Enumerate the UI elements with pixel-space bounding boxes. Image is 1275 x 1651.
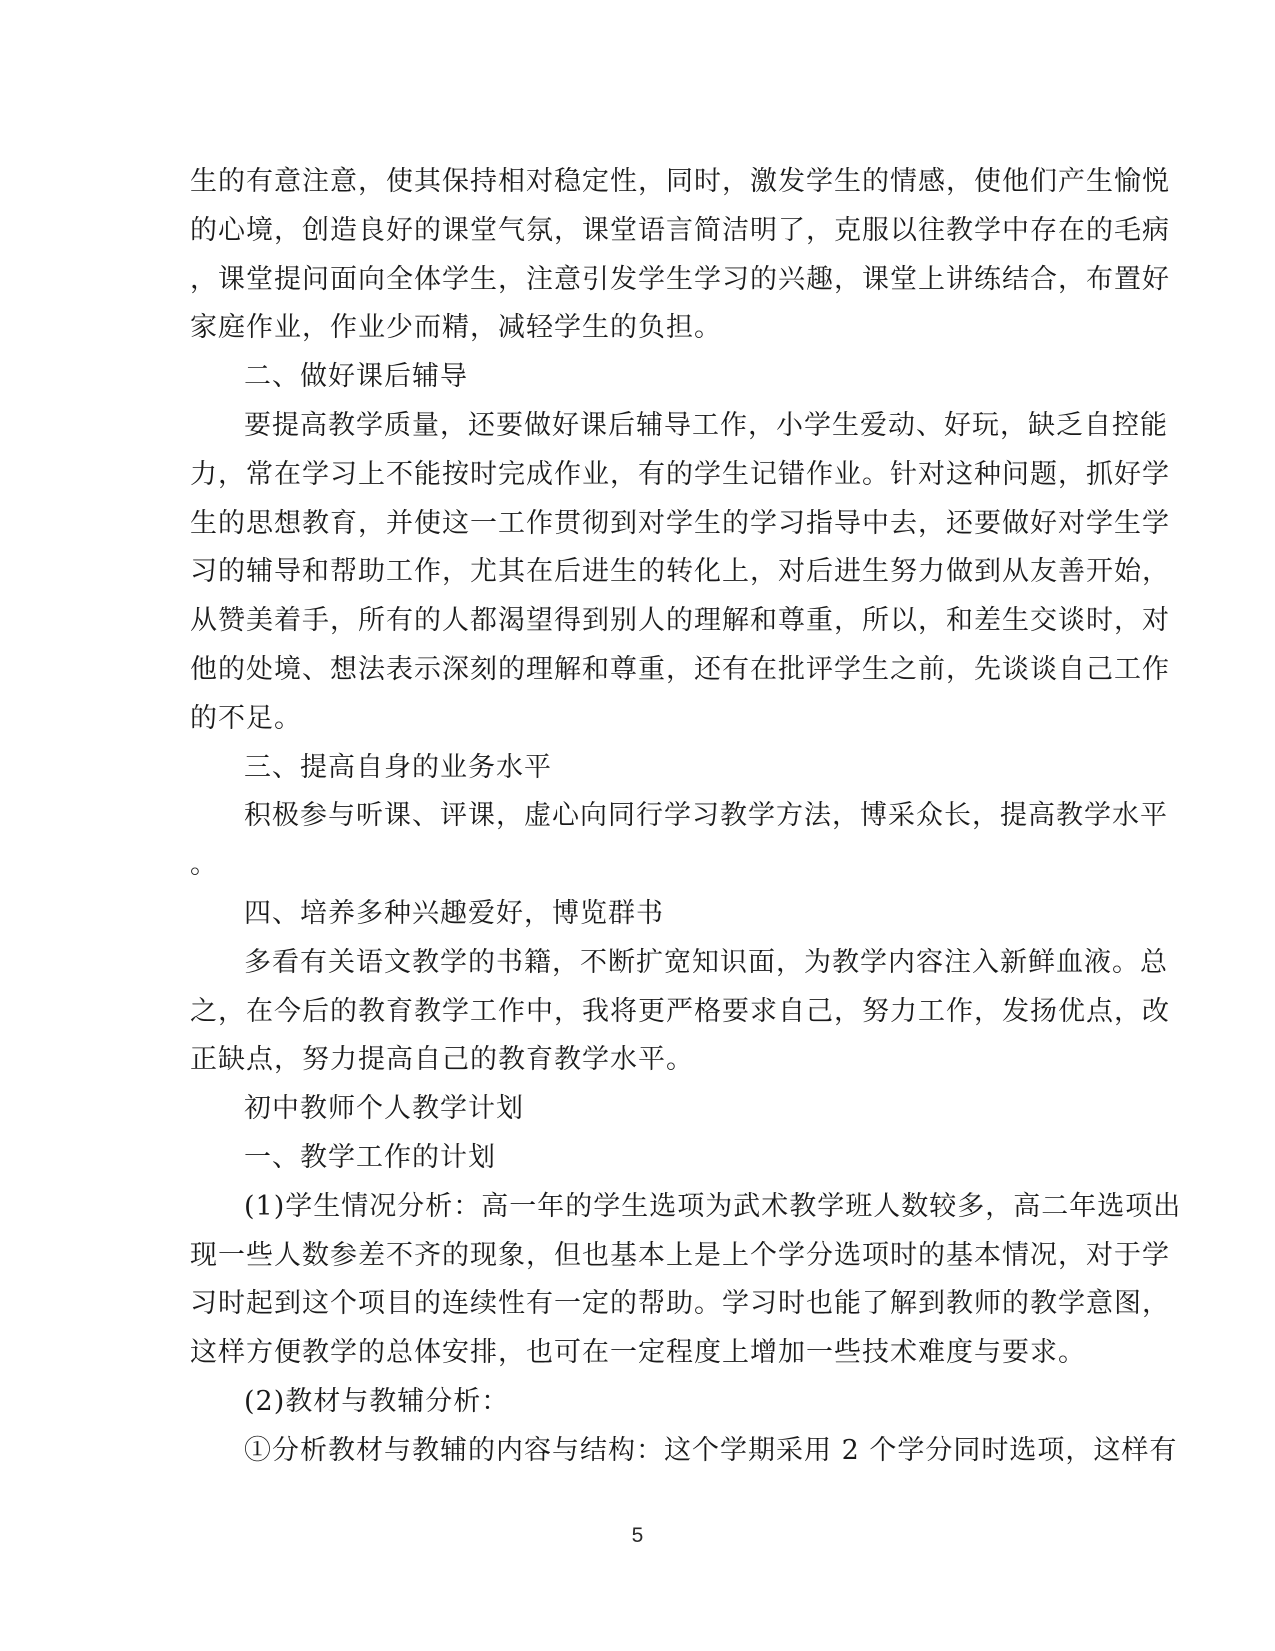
text-line: 习时起到这个项目的连续性有一定的帮助。学习时也能了解到教师的教学意图， — [190, 1288, 1170, 1320]
page-footer — [0, 1522, 1275, 1550]
text-line: 家庭作业，作业少而精，减轻学生的负担。 — [190, 312, 722, 344]
text-line: 积极参与听课、评课，虚心向同行学习教学方法，博采众长，提高教学水平 — [244, 800, 1168, 832]
text-line: 三、提高自身的业务水平 — [244, 751, 552, 783]
text-line: 从赞美着手，所有的人都渴望得到别人的理解和尊重，所以，和差生交谈时，对 — [190, 605, 1170, 637]
text-line: (1)学生情况分析：高一年的学生选项为武术教学班人数较多，高二年选项出 — [244, 1190, 1182, 1222]
text-line: ①分析教材与教辅的内容与结构：这个学期采用 2 个学分同时选项，这样有 — [244, 1434, 1178, 1466]
text-line: 要提高教学质量，还要做好课后辅导工作，小学生爱动、好玩，缺乏自控能 — [244, 409, 1168, 441]
text-line: 的心境，创造良好的课堂气氛，课堂语言简洁明了，克服以往教学中存在的毛病 — [190, 214, 1170, 246]
text-line: 一、教学工作的计划 — [244, 1141, 496, 1173]
text-line: 习的辅导和帮助工作，尤其在后进生的转化上，对后进生努力做到从友善开始， — [190, 556, 1170, 588]
text-line: 生的思想教育，并使这一工作贯彻到对学生的学习指导中去，还要做好对学生学 — [190, 507, 1170, 539]
text-line: 四、培养多种兴趣爱好，博览群书 — [244, 897, 664, 929]
text-line: 正缺点，努力提高自己的教育教学水平。 — [190, 1044, 694, 1076]
text-line: 初中教师个人教学计划 — [244, 1093, 524, 1125]
text-line: 这样方便教学的总体安排，也可在一定程度上增加一些技术难度与要求。 — [190, 1337, 1086, 1369]
text-line: 。 — [190, 849, 218, 881]
text-line: 力，常在学习上不能按时完成作业，有的学生记错作业。针对这种问题，抓好学 — [190, 458, 1170, 490]
page-number: 5 — [631, 1524, 644, 1547]
text-line: 生的有意注意，使其保持相对稳定性，同时，激发学生的情感，使他们产生愉悦 — [190, 166, 1170, 197]
text-line: (2)教材与教辅分析： — [244, 1385, 510, 1417]
text-line: 之，在今后的教育教学工作中，我将更严格要求自己，努力工作，发扬优点，改 — [190, 995, 1170, 1027]
text-line: 多看有关语文教学的书籍，不断扩宽知识面，为教学内容注入新鲜血液。总 — [244, 946, 1168, 978]
text-line: ，课堂提问面向全体学生，注意引发学生学习的兴趣，课堂上讲练结合，布置好 — [190, 263, 1170, 295]
text-line: 他的处境、想法表示深刻的理解和尊重，还有在批评学生之前，先谈谈自己工作 — [190, 653, 1170, 685]
document-body — [190, 158, 1182, 1476]
text-line: 二、做好课后辅导 — [244, 361, 468, 393]
text-line: 的不足。 — [190, 702, 302, 734]
text-line: 现一些人数参差不齐的现象，但也基本上是上个学分选项时的基本情况，对于学 — [190, 1239, 1170, 1271]
